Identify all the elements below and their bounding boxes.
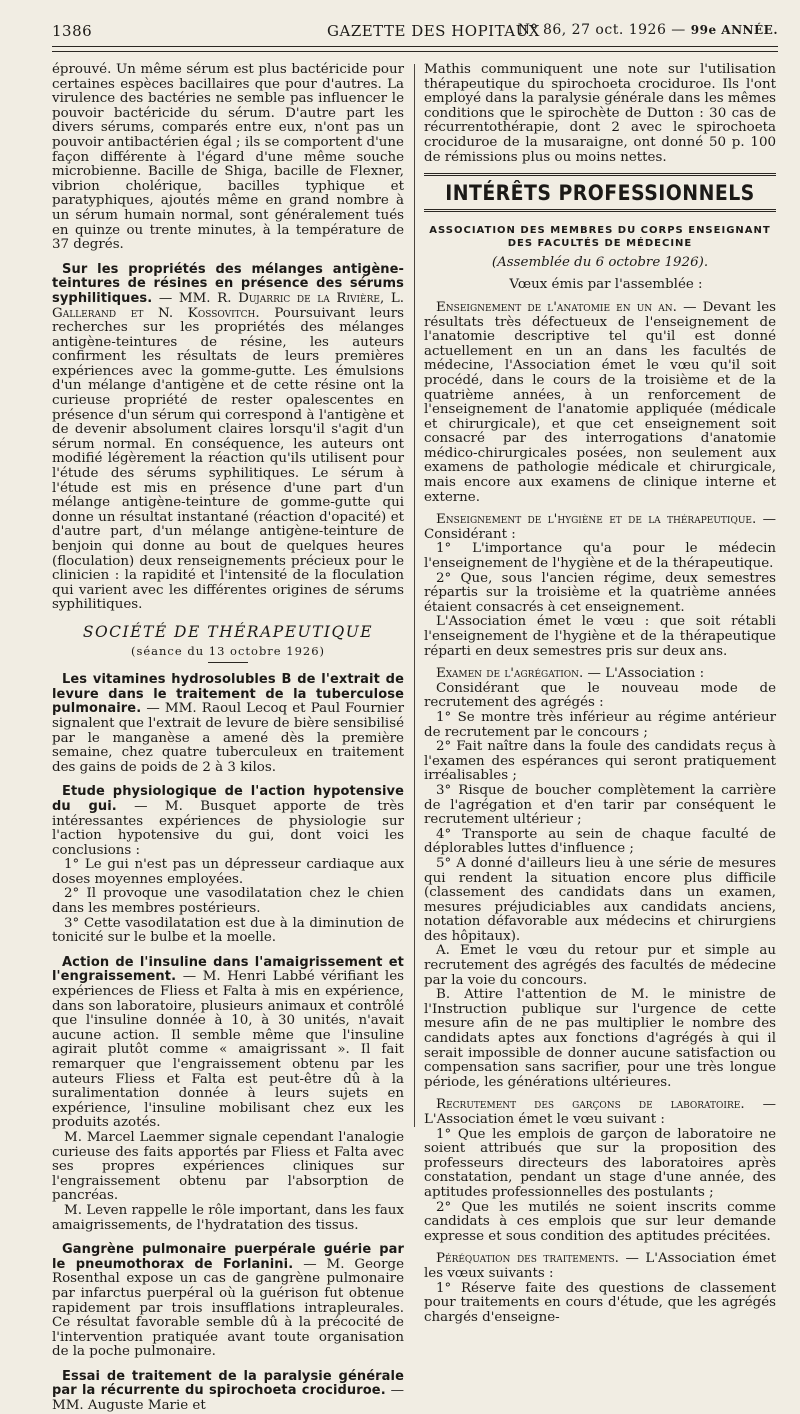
item-title: Examen de l'agrégation. [436,666,584,682]
header-rule-thin [52,51,778,52]
item-title: Enseignement de l'hygiène et de la thérapeutique. [436,512,757,528]
left-column [52,63,404,1414]
page-number: 1386 [52,22,93,40]
article-body: — M. Busquet apporte de très intéressantes expériences de physiologie sur l'action hypotensive du gui, dont voici les conclusions : [52,798,405,858]
article-serums [52,263,404,613]
item-laboratoire [424,1098,776,1127]
conclusion-3: 3° Cette vasodilatation est due à la diminution de tonicité sur le bulbe et la moelle. [52,915,404,946]
article-title: Essai de traitement de la paralysie générale par la récurrente du spirochoeta crociduroe. [52,1368,404,1399]
article-gangrene [52,1243,404,1360]
item-title: Enseignement de l'anatomie en un an. [436,299,677,315]
issue-date: N° 86, 27 oct. 1926 — [517,22,686,38]
article-title: Etude physiologique de l'action hypotensive du gui. [52,784,404,814]
article-insuline [52,956,404,1131]
item-body: — L'Association émet les vœux suivants : [424,1251,777,1281]
item-perequation [424,1252,776,1281]
section-rule [208,662,248,663]
article-paralysie [52,1370,404,1414]
continuation-paragraph: Mathis communiquent une note sur l'utilisation thérapeutique du spirochoeta crociduroe. Ils l'ont employé dans la paralysie générale dans les mêmes conditions que le spirochète de Dutton : 30 cas de récurrentothérapie, dont 2 avec le spirochoeta crociduroe de la musaraigne, ont donné 50 p. 100 de rémissions plus ou moins nettes. [424,62,776,165]
item-body: — L'Association émet le vœu suivant : [424,1097,776,1127]
item-body: — L'Association : [587,666,705,682]
list-item: 1° Se montre très inférieur au régime antérieur de recrutement par le concours ; [424,709,776,740]
paragraph: M. Leven rappelle le rôle important, dans les faux amaigrissements, de l'hydratation des tissus. [52,1202,404,1233]
article-gui [52,785,404,858]
column-divider [414,64,415,1127]
running-header [52,22,778,44]
list-item: 5° A donné d'ailleurs lieu à une série de mesures qui rendent la situation encore plus difficile (classement des candidats dans un examen, mesures préjudiciables aux candidats anciens, notation défavorable aux médecins et chirurgiens des hôpitaux). [424,855,776,944]
list-item: 1° L'importance qu'a pour le médecin l'enseignement de l'hygiène et de la thérapeutique. [424,541,776,572]
section-heading: INTÉRÊTS PROFESSIONNELS [445,181,755,206]
article-body: Poursuivant leurs recherches sur les propriétés des mélanges antigène-teintures de résine, les auteurs confirment les résultats de leurs premières expériences avec la gomme-gutte. Les émulsions d'un mélange d'antigène et de cette résine ont la curieuse propriété de rester opalescentes en présence d'un sérum qui correspond à l'antigène et de devenir absolument claires lorsqu'il s'agit d'un sérum normal. En conséquence, les auteurs ont modifié légèrement la réaction qu'ils utilisent pour l'étude des sérums syphilitiques. Le sérum à l'étude est mis en présence d'une part d'un mélange antigène-teinture de gomme-gutte qui donne un résultat instantané (réaction d'opacité) et d'autre part, d'un mélange antigène-teinture de benjoin qui donne au bout de quelques heures (floculation) deux renseignements précieux pour le clinicien : la rapidité et l'intensité de la floculation qui varient avec les différentes origines de sérums syphilitiques. [52,305,404,613]
section-double-rule [424,173,776,178]
item-body: — Considérant : [424,512,776,542]
article-title: Les vitamines hydrosolubles B de l'extrait de levure dans le traitement de la tuberculose pulmonaire. [52,672,404,717]
paragraph: M. Marcel Laemmer signale cependant l'analogie curieuse des faits apportés par Fliess et Falta avec ses propres expériences cliniques sur l'engraissement obtenu par l'absorption de pancréas. [52,1129,404,1204]
item-title: Péréquation des traitements. [436,1251,619,1267]
society-title: SOCIÉTÉ DE THÉRAPEUTIQUE [82,622,374,641]
intro-paragraph: éprouvé. Un même sérum est plus bactéricide pour certaines espèces bacillaires que pour d'autres. La virulence des bactéries ne semble pas influencer le pouvoir bactéricide du sérum. D'autre part les divers sérums, comparés entre eux, n'ont pas un pouvoir antibactérien égal ; ils se comportent d'une façon différente à l'égard d'une même souche microbienne. Bacille de Shiga, bacille de Flexner, vibrion cholérique, bacilles typhique et paratyphiques, ajoutés même en grand nombre à un sérum humain normal, sont généralement tués en quinze ou trente minutes, à la température de 37 degrés. [52,62,404,253]
list-item: 4° Transporte au sein de chaque faculté de déplorables luttes d'influence ; [424,826,776,857]
list-item: 2° Fait naître dans la foule des candidats reçus à l'examen des espérances qui seront pratiquement irréalisables ; [424,739,776,784]
list-item: 1° Réserve faite des questions de classement pour traitements en cours d'étude, que les agrégés chargés d'enseigne- [424,1280,776,1325]
voeux-intro: Vœux émis par l'assemblée : [509,277,703,293]
right-column [424,63,776,1325]
assembly-date: (Assemblée du 6 octobre 1926). [491,254,709,270]
item-agregation [424,667,776,682]
conclusion-2: 2° Il provoque une vasodilatation chez le chien dans les membres postérieurs. [52,886,404,917]
section-double-rule [424,209,776,214]
article-body: — MM. Auguste Marie et [52,1383,404,1414]
item-body: — Devant les résultats très défectueux de l'enseignement de l'anatomie descriptive tel qu'il est donné actuellement en un an dans les facultés de médecine, l'Association émet le vœu qu'il soit procédé, dans le cours de la troisième et de la quatrième années, à un renforcement de l'enseignement de l'anatomie appliquée (médicale et chirurgicale), et que cet enseignement soit consacré par des interrogations d'anatomie médico-chirurgicales posées, non seulement aux examens de pathologie médicale et chirurgicale, mais encore aux examens de clinique interne et externe. [424,299,776,505]
article-body: — M. Henri Labbé vérifiant les expériences de Fliess et Falta à mis en expérience, dans son laboratoire, plusieurs animaux et contrôlé que l'insuline donnée à 10, à 30 unités, n'avait aucune action. Il semble même que l'insuline agirait plutôt comme « amaigrissant ». Il fait remarquer que l'engraissement obtenu par les auteurs Fliess et Falta est peut-être dû à la suralimentation donnée à leurs sujets en expérience, l'insuline mobilisant chez eux les produits azotés. [52,969,405,1131]
list-item: 3° Risque de boucher complètement la carrière de l'agrégation et d'en tarir par conséquent le recrutement ultérieur ; [424,782,776,828]
item-hygiene [424,513,776,542]
association-title: ASSOCIATION DES MEMBRES DU CORPS ENSEIGNANT DES FACULTÉS DE MÉDECINE [429,224,771,249]
article-vitamines [52,673,404,775]
list-item: B. Attire l'attention de M. le ministre de l'Instruction publique sur l'urgence de cette mesure afin de ne pas multiplier le nombre des candidats aptes aux fonctions d'agrégés à qui il serait impossible de donner aucune satisfaction ou compensation sans sacrifier, pour une très longue période, les générations ultérieures. [424,987,776,1090]
list-item: 2° Que, sous l'ancien régime, deux semestres répartis sur la troisième et la quatrième années étaient consacrés à cet enseignement. [424,570,776,615]
article-title: Action de l'insuline dans l'amaigrissement et l'engraissement. [52,954,404,985]
society-session: (séance du 13 octobre 1926) [130,643,326,658]
article-title: Sur les propriétés des mélanges antigène-teintures de résines en présence des sérums syphilitiques. [52,261,404,306]
journal-title: GAZETTE DES HOPITAUX [327,22,540,40]
header-rule [52,46,778,47]
item-anatomie [424,301,776,505]
list-item: 1° Que les emplois de garçon de laboratoire ne soient attribués que sur la proposition des professeurs directeurs des laboratoires après constatation, pendant un stage d'une année, des aptitudes professionnelles des postulants ; [424,1126,776,1200]
item-title: Recrutement des garçons de laboratoire. [436,1097,745,1113]
list-item: 2° Que les mutilés ne soient inscrits comme candidats à ces emplois que sur leur demande expresse et sous condition des aptitudes précitées. [424,1199,776,1244]
issue-year: 99e ANNÉE. [690,23,778,37]
conclusion-1: 1° Le gui n'est pas un dépresseur cardiaque aux doses moyennes employées. [52,857,404,887]
list-item: Considérant que le nouveau mode de recrutement des agrégés : [424,680,776,711]
issue-info [518,22,778,38]
article-title: Gangrène pulmonaire puerpérale guérie par le pneumothorax de Forlanini. [52,1242,404,1272]
article-body: — MM. Raoul Lecoq et Paul Fournier signalent que l'extrait de levure de bière sensibilisé par le manganèse a amené dès la première semaine, chez quatre tuberculeux en traitement des gains de poids de 2 à 3 kilos. [52,701,404,775]
article-body: — M. George Rosenthal expose un cas de gangrène pulmonaire par infarctus puerpéral où la guérison fut obtenue rapidement par trois insufflations intrapleurales. Ce résultat favorable semble dû à la précocité de l'intervention pratiquée avant toute organisation de la poche pulmonaire. [52,1256,404,1360]
list-item: L'Association émet le vœu : que soit rétabli l'enseignement de l'hygiène et de la thérapeutique réparti en deux semestres pris sur deux ans. [424,614,776,659]
article-authors: — MM. R. Dujarric de la Rivière, L. Gallerand et N. Kossovitch. [52,290,404,321]
list-item: A. Emet le vœu du retour pur et simple au recrutement des agrégés des facultés de médecine par la voie du concours. [424,943,776,988]
